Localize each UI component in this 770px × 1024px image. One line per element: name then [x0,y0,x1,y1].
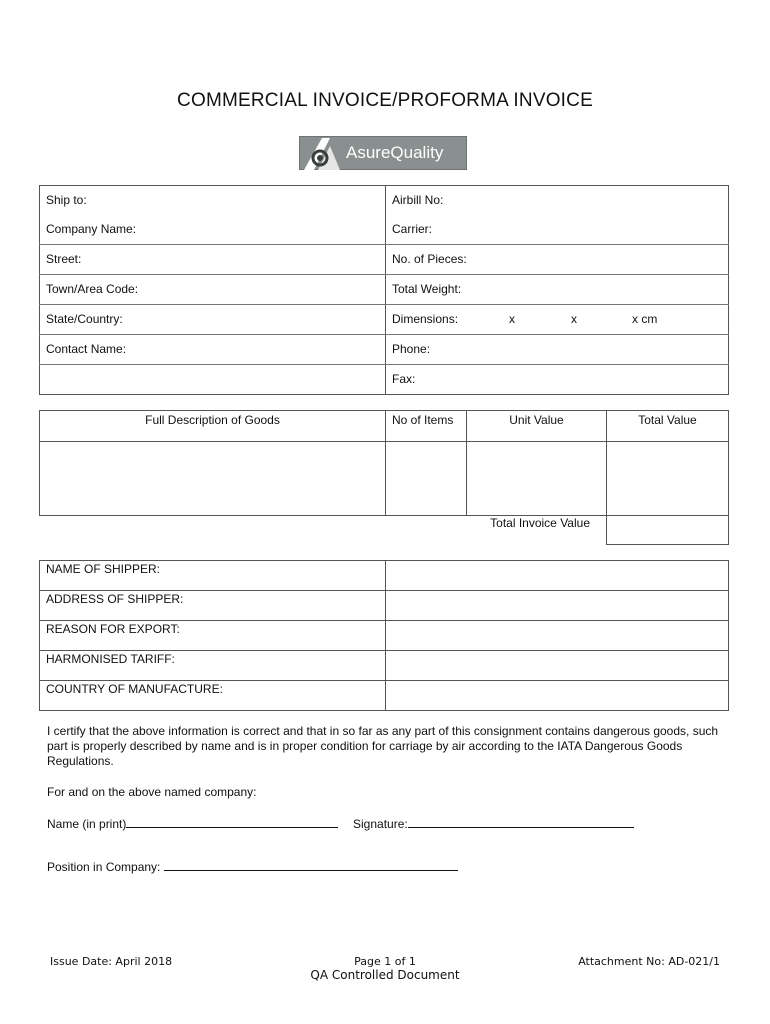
name-in-print-label: Name (in print) [47,817,127,831]
shipping-details-table [39,185,729,395]
unit-value-cell[interactable] [467,442,607,516]
logo-text-asure: Asure [346,143,391,162]
fax-label: Fax: [386,365,729,395]
country-of-manufacture-field[interactable] [386,681,729,711]
harmonised-tariff-label: HARMONISED TARIFF: [40,651,386,681]
no-of-items-cell[interactable] [386,442,467,516]
reason-for-export-field[interactable] [386,621,729,651]
dimensions-unit: x cm [632,312,658,326]
contact-name-extra-cell [40,365,386,395]
reason-for-export-label: REASON FOR EXPORT: [40,621,386,651]
no-of-pieces-label: No. of Pieces: [386,245,729,275]
dimensions-label: Dimensions: [392,312,459,326]
contact-name-label: Contact Name: [40,335,386,365]
name-of-shipper-label: NAME OF SHIPPER: [40,561,386,591]
carrier-label: Carrier: [386,215,729,245]
qa-controlled-document: QA Controlled Document [310,968,460,982]
town-area-code-label: Town/Area Code: [40,275,386,305]
goods-description-cell[interactable] [40,442,386,516]
total-invoice-row [39,515,729,545]
dimensions-x2: x [571,312,577,326]
asurequality-logo [299,136,467,170]
state-country-label: State/Country: [40,305,386,335]
attachment-number: Attachment No: AD-021/1 [578,955,720,968]
name-of-shipper-field[interactable] [386,561,729,591]
ship-to-label: Ship to: [40,186,386,216]
no-of-items-header: No of Items [386,411,467,442]
goods-table [39,410,729,516]
position-in-company-group [47,858,458,874]
position-in-company-line[interactable] [164,858,458,871]
logo-mark-icon [300,136,344,170]
country-of-manufacture-label: COUNTRY OF MANUFACTURE: [40,681,386,711]
dimensions-x1: x [509,312,515,326]
for-and-on-behalf-text: For and on the above named company: [47,785,257,799]
total-invoice-value-cell[interactable] [606,515,729,545]
certification-statement: I certify that the above information is correct and that in so far as any part of this consignment contains dangerous goods, such part is properly described by name and is in proper condition for carriage by air according to the IATA Dangerous Goods Regulations. [47,724,719,768]
signature-label: Signature: [353,817,408,831]
unit-value-header: Unit Value [467,411,607,442]
document-title: COMMERCIAL INVOICE/PROFORMA INVOICE [177,90,593,111]
address-of-shipper-field[interactable] [386,591,729,621]
phone-label: Phone: [386,335,729,365]
page-number: Page 1 of 1 [354,955,416,968]
shipper-table [39,560,729,711]
total-weight-label: Total Weight: [386,275,729,305]
harmonised-tariff-field[interactable] [386,651,729,681]
address-of-shipper-label: ADDRESS OF SHIPPER: [40,591,386,621]
dimensions-cell [386,305,729,335]
position-in-company-label: Position in Company: [47,860,161,874]
company-name-label: Company Name: [40,215,386,245]
street-label: Street: [40,245,386,275]
logo-text-quality: Quality [390,143,444,162]
goods-description-header: Full Description of Goods [40,411,386,442]
name-in-print-line[interactable] [126,815,338,828]
total-invoice-value-label: Total Invoice Value [490,516,590,530]
airbill-no-label: Airbill No: [386,186,729,216]
name-in-print-group [47,815,338,831]
signature-group [353,815,634,831]
total-value-header: Total Value [607,411,729,442]
total-value-cell[interactable] [607,442,729,516]
issue-date: Issue Date: April 2018 [50,955,173,968]
signature-line[interactable] [408,815,634,828]
